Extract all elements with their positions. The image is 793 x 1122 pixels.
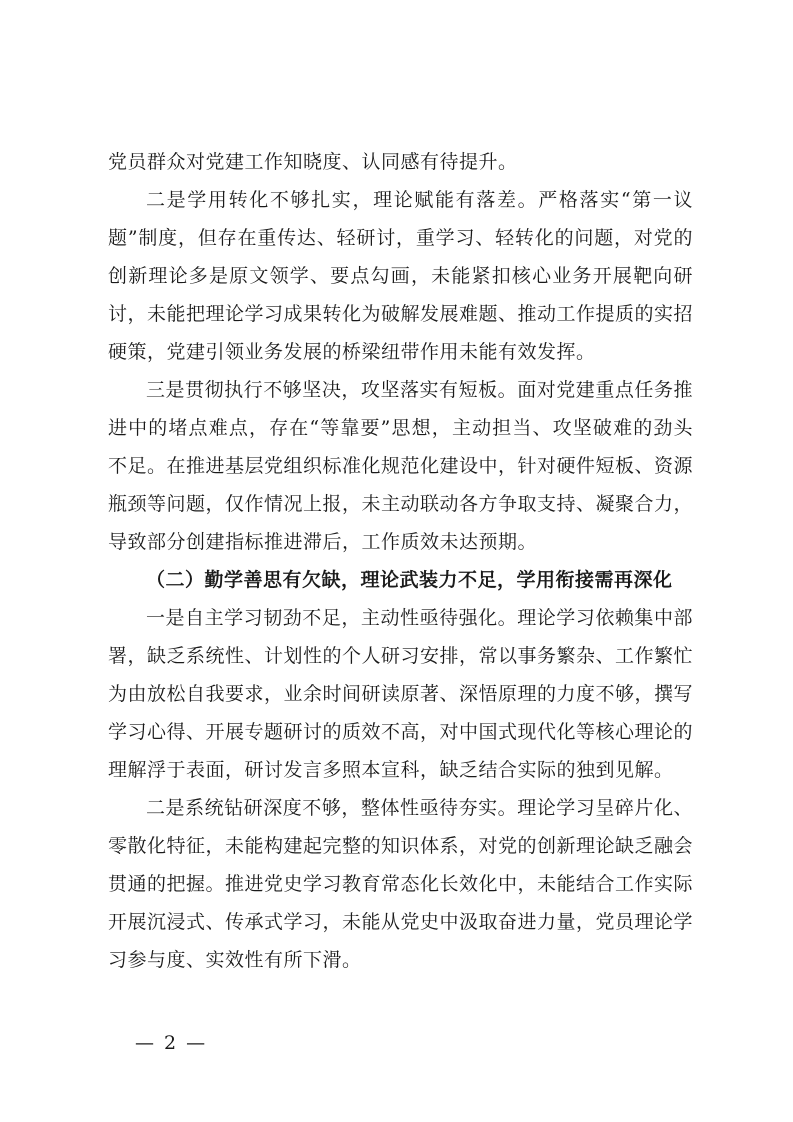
paragraph-section2-point-one: 一是自主学习韧劲不足，主动性亟待强化。理论学习依赖集中部署，缺乏系统性、计划性的个人研习安排，常以事务繁杂、工作繁忙为由放松自我要求，业余时间研读原著、深悟原理的力度不够，撰写学习心得、开展专题研讨的质效不高，对中国式现代化等核心理论的理解浮于表面，研讨发言多照本宣科，缺乏结合实际的独到见解。 xyxy=(108,607,694,781)
paragraph-point-three: 三是贯彻执行不够坚决，攻坚落实有短板。面对党建重点任务推进中的堵点难点，存在“等靠要”思想，主动担当、攻坚破难的劲头不足。在推进基层党组织标准化规范化建设中，针对硬件短板、资源瓶颈等问题，仅作情况上报，未主动联动各方争取支持、凝聚合力，导致部分创建指标推进滞后，工作质效未达预期。 xyxy=(108,379,694,553)
paragraph-point-two: 二是学用转化不够扎实，理论赋能有落差。严格落实“第一议题”制度，但存在重传达、轻研讨，重学习、轻转化的问题，对党的创新理论多是原文领学、要点勾画，未能紧扣核心业务开展靶向研讨，未能把理论学习成果转化为破解发展难题、推动工作提质的实招硬策，党建引领业务发展的桥梁纽带作用未能有效发挥。 xyxy=(108,189,694,363)
page-number: — 2 — xyxy=(135,1032,208,1054)
section-heading: （二）勤学善思有欠缺，理论武装力不足，学用衔接需再深化 xyxy=(146,569,673,591)
paragraph-section2-point-two: 二是系统钻研深度不够，整体性亟待夯实。理论学习呈碎片化、零散化特征，未能构建起完整的知识体系，对党的创新理论缺乏融会贯通的把握。推进党史学习教育常态化长效化中，未能结合工作实际开展沉浸式、传承式学习，未能从党史中汲取奋进力量，党员理论学习参与度、实效性有所下滑。 xyxy=(108,797,694,971)
document-body xyxy=(108,143,693,979)
paragraph-continuation: 党员群众对党建工作知晓度、认同感有待提升。 xyxy=(108,151,518,173)
